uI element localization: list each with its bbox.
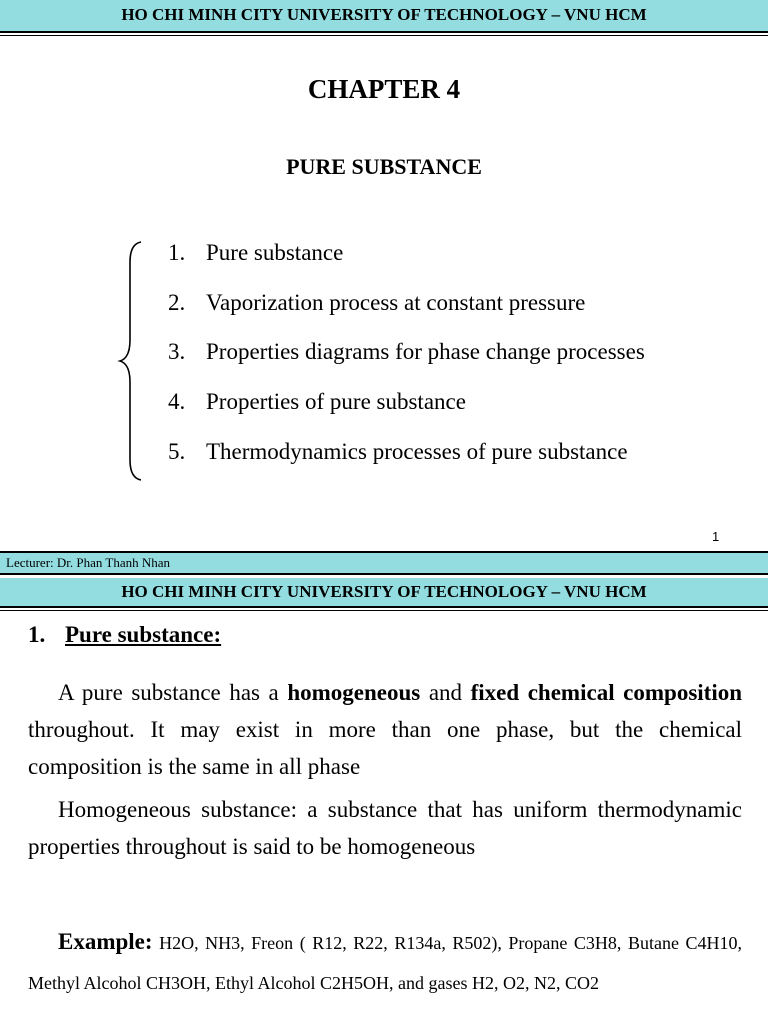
definition-paragraph: A pure substance has a homogeneous and fixed chemical composition throughout. It may exist in more than one phase, but the chemical composition is the same in all phase bbox=[28, 680, 742, 779]
toc-item: 5. Thermodynamics processes of pure substance bbox=[168, 438, 628, 464]
chapter-subtitle: PURE SUBSTANCE bbox=[286, 154, 482, 179]
lecturer-footer: Lecturer: Dr. Phan Thanh Nhan bbox=[0, 551, 768, 575]
curly-brace-icon bbox=[115, 240, 145, 482]
example-paragraph: Example: H2O, NH3, Freon ( R12, R22, R134a, R502), Propane C3H8, Butane C4H10, Methyl Alcohol CH3OH, Ethyl Alcohol C2H5OH, and gases H2, O2, N2, CO2 bbox=[28, 929, 742, 993]
toc-item: 4. Properties of pure substance bbox=[168, 389, 466, 415]
header-rule-2 bbox=[0, 606, 768, 608]
header-rule bbox=[0, 31, 768, 33]
table-of-contents bbox=[168, 240, 645, 488]
page-number: 1 bbox=[712, 529, 720, 544]
toc-item: 2. Vaporization process at constant pressure bbox=[168, 289, 586, 315]
header-rule-thin-2 bbox=[0, 610, 768, 611]
header-rule-thin bbox=[0, 35, 768, 36]
section-heading: 1. Pure substance: bbox=[28, 622, 222, 647]
toc-item: 1. Pure substance bbox=[168, 240, 344, 265]
chapter-title: CHAPTER 4 bbox=[307, 74, 461, 104]
toc-item: 3. Properties diagrams for phase change processes bbox=[168, 339, 645, 365]
homogeneous-paragraph: Homogeneous substance: a substance that has uniform thermodynamic properties throughout is said to be homogeneous bbox=[28, 797, 742, 859]
university-header-2: HO CHI MINH CITY UNIVERSITY OF TECHNOLOGY – VNU HCM bbox=[0, 578, 768, 606]
university-header: HO CHI MINH CITY UNIVERSITY OF TECHNOLOGY – VNU HCM bbox=[0, 0, 768, 31]
